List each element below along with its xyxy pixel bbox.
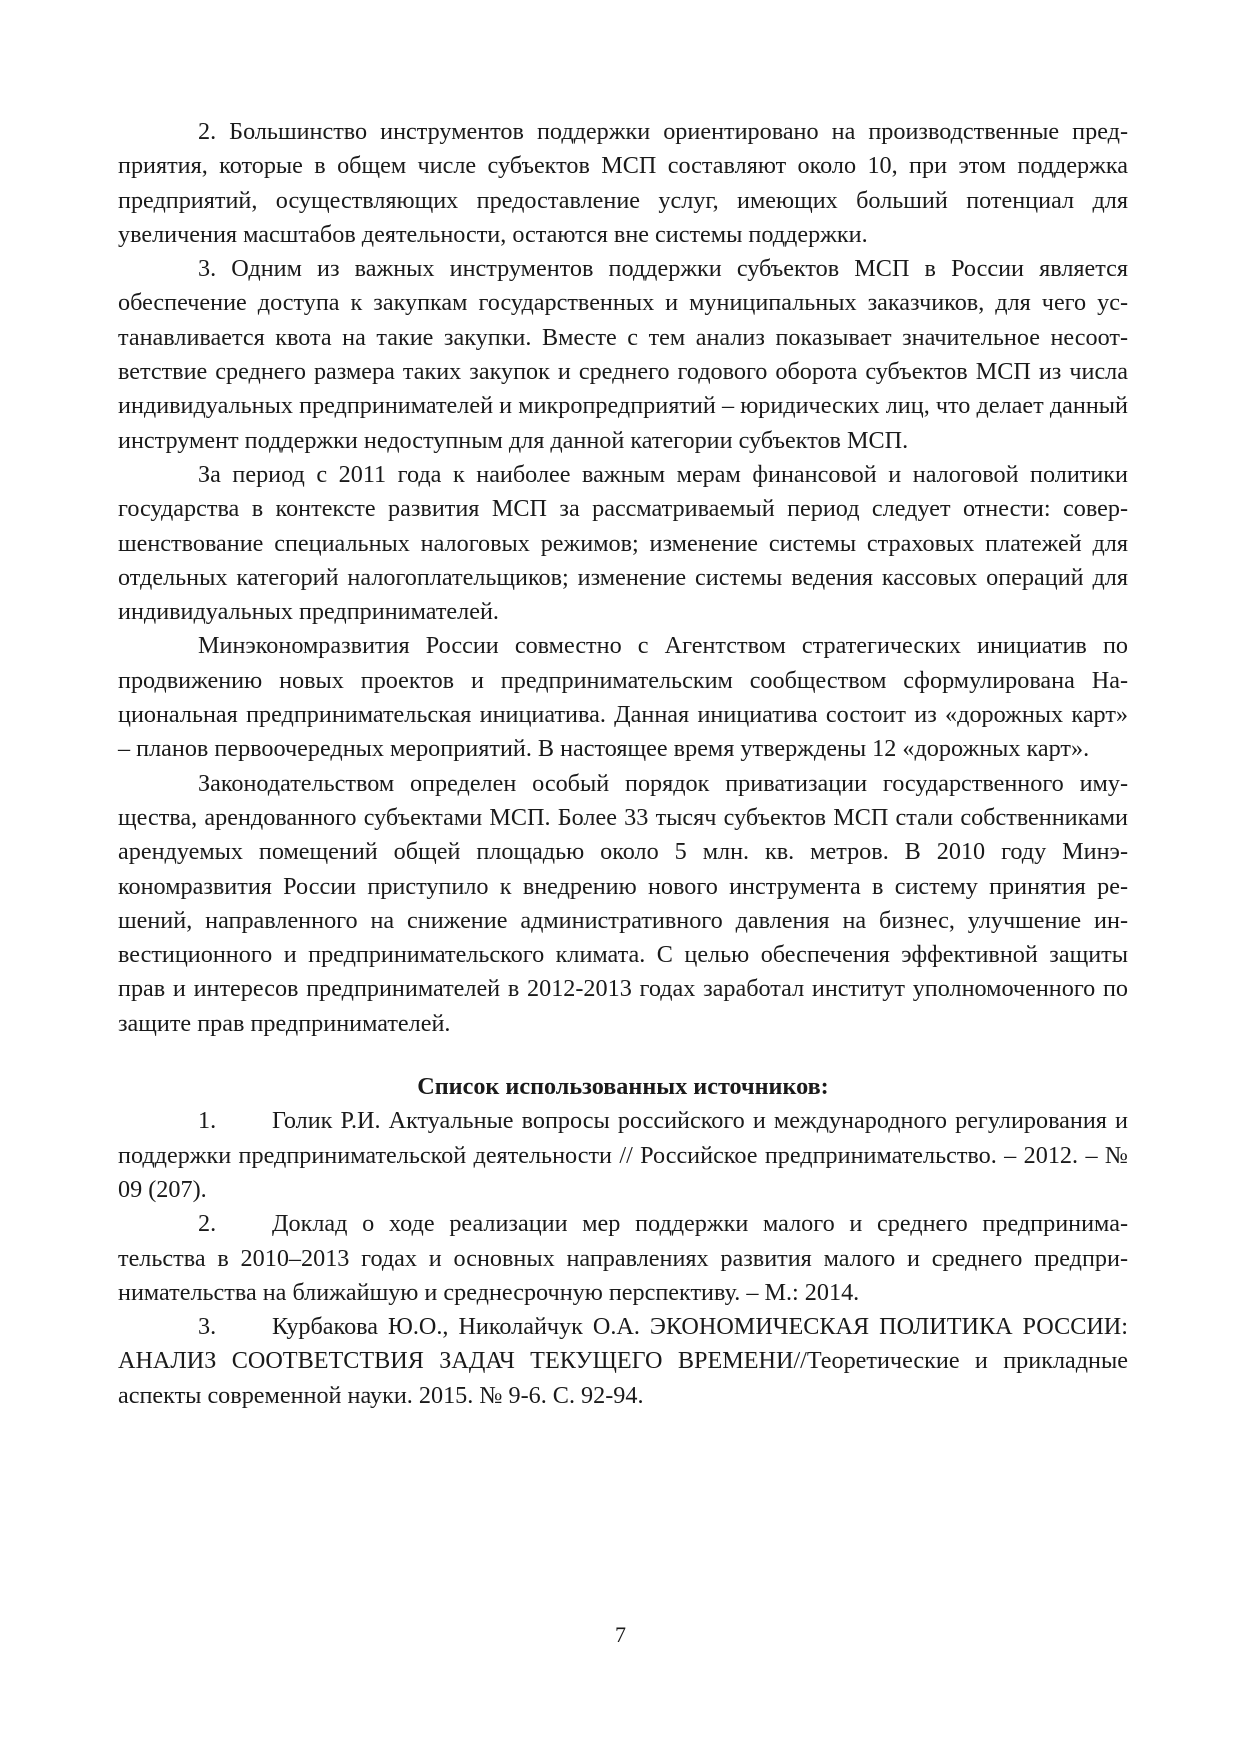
reference-item [118,1207,1128,1310]
document-page [118,115,1128,1413]
reference-item [118,1310,1128,1413]
reference-text: Курбакова Ю.О., Николайчук О.А. ЭКОНОМИЧЕСКАЯ ПОЛИТИКА РОССИИ: АНАЛИЗ СООТВЕТСТВИЯ ЗАДАЧ ТЕКУЩЕГО ВРЕМЕНИ//Теоретические и прикладные аспекты современной науки. 2015. № 9-6. С. 92-94. [118,1313,1128,1409]
reference-text: Доклад о ходе реализации мер поддержки малого и среднего предпринимательства в 2010–2013 годах и основных направлениях развития малого и среднего предпринимательства на ближайшую и среднесрочную перспективу. – М.: 2014. [118,1210,1128,1306]
paragraph-3-procurement-access: 3. Одним из важных инструментов поддержки субъектов МСП в России является обеспечение доступа к закупкам государственных и муниципальных заказчиков, для чего устанавливается квота на такие закупки. Вместе с тем анализ показывает значительное несоответствие среднего размера таких закупок и среднего годового оборота субъектов МСП из числа индивидуальных предпринимателей и микропредприятий – юридических лиц, что делает данный инструмент поддержки недоступным для данной категории субъектов МСП. [118,255,1128,454]
reference-number: 3. [198,1313,217,1341]
page-number: 7 [615,1622,626,1647]
reference-number: 2. [198,1210,217,1238]
reference-item [118,1104,1128,1207]
paragraph-entrepreneurial-initiative: Минэкономразвития России совместно с Агентством стратегических инициатив по продвижению новых проектов и предпринимательским сообществом сформулирована Национальная предпринимательская инициатива. Данная инициатива состоит из «дорожных карт» – планов первоочередных мероприятий. В настоящее время утверждены 12 «дорожных карт». [118,632,1128,763]
reference-number: 1. [198,1107,217,1135]
paragraph-fiscal-policy: За период с 2011 года к наиболее важным мерам финансовой и налоговой политики государства в контексте развития МСП за рассматриваемый период следует отнести: совершенствование специальных налоговых режимов; изменение системы страховых платежей для отдельных категорий налогоплательщиков; изменение системы ведения кассовых операций для индивидуальных предпринимателей. [118,460,1128,626]
paragraph-privatization: Законодательством определен особый порядок приватизации государственного имущества, арендованного субъектами МСП. Более 33 тысяч субъектов МСП стали собственниками арендуемых помещений общей площадью около 5 млн. кв. метров. В 2010 году Минэкономразвития России приступило к внедрению нового инструмента в систему принятия решений, направленного на снижение административного давления на бизнес, улучшение инвестиционного и предпринимательского климата. С целью обеспечения эффективной защиты прав и интересов предпринимателей в 2012-2013 годах заработал институт уполномоченного по защите прав предпринимателей. [118,769,1128,1037]
references-heading: Список использованных источников: [417,1073,829,1101]
paragraph-2-production-support: 2. Большинство инструментов поддержки ориентировано на производственные предприятия, которые в общем числе субъектов МСП составляют около 10, при этом поддержка предприятий, осуществляющих предоставление услуг, имеющих больший потенциал для увеличения масштабов деятельности, остаются вне системы поддержки. [118,118,1128,248]
reference-text: Голик Р.И. Актуальные вопросы российского и международного регулирования и поддержки предпринимательской деятельности // Российское предпринимательство. – 2012. – № 09 (207). [118,1107,1128,1203]
